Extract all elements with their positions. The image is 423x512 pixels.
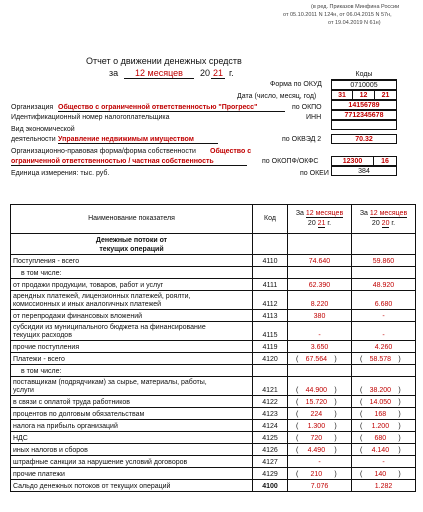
row-value-current: 74.640 <box>288 255 352 267</box>
table-row <box>11 456 416 468</box>
row-code: 4119 <box>253 341 288 353</box>
paren-close: ) <box>398 399 401 406</box>
blank-code-cell <box>331 120 397 130</box>
row-value-current: ( 224 ) <box>288 408 352 420</box>
activity-label-1: Вид экономической <box>11 126 75 133</box>
row-code: 4120 <box>253 353 288 365</box>
row-code: 4111 <box>253 279 288 291</box>
row-value-previous: ( 38.200 ) <box>352 377 416 396</box>
row-value-current: ( 15.720 ) <box>288 396 352 408</box>
okpo-label: по ОКПО <box>292 104 322 111</box>
period-year-prefix: 20 <box>200 68 211 78</box>
row-value-previous: ( 4.140 ) <box>352 444 416 456</box>
row-code: 4115 <box>253 322 288 341</box>
row-name: в том числе: <box>11 365 253 377</box>
paren-open: ( <box>360 471 363 478</box>
table-header-row <box>11 205 416 234</box>
row-code: 4112 <box>253 291 288 310</box>
row-name: процентов по долговым обязательствам <box>11 408 253 420</box>
report-title: Отчет о движении денежных средств <box>86 56 242 66</box>
row-value-current: ( 44.900 ) <box>288 377 352 396</box>
row-code: 4123 <box>253 408 288 420</box>
row-value-previous: ( 58.578 ) <box>352 353 416 365</box>
row-name: арендных платежей, лицензионных платежей, роялти, комиссионных и иных аналогичных платежей <box>11 291 253 310</box>
paren-open: ( <box>360 435 363 442</box>
row-value-current: - <box>288 322 352 341</box>
paren-close: ) <box>334 411 337 418</box>
okei-code: 384 <box>331 166 397 176</box>
row-value-previous: 59.860 <box>352 255 416 267</box>
row-name: от продажи продукции, товаров, работ и услуг <box>11 279 253 291</box>
row-code: 4100 <box>253 480 288 492</box>
table-row <box>11 377 416 396</box>
period-prefix: за <box>109 68 119 78</box>
paren-close: ) <box>398 387 401 394</box>
paren-close: ) <box>398 423 401 430</box>
paren-open: ( <box>296 471 299 478</box>
table-row <box>11 341 416 353</box>
row-value-previous: ( 1.200 ) <box>352 420 416 432</box>
ref-note-line-1: (в ред. Приказов Минфина России <box>311 4 400 10</box>
row-code: 4110 <box>253 255 288 267</box>
table-row <box>11 310 416 322</box>
row-value-previous: - <box>352 322 416 341</box>
row-value-previous: ( 140 ) <box>352 468 416 480</box>
row-name: Поступления - всего <box>11 255 253 267</box>
table-row <box>11 365 416 377</box>
paren-open: ( <box>360 447 363 454</box>
okpo-code: 14156789 <box>331 100 397 110</box>
paren-close: ) <box>334 423 337 430</box>
table-row <box>11 353 416 365</box>
paren-open: ( <box>296 399 299 406</box>
table-row <box>11 468 416 480</box>
org-label: Организация <box>11 104 54 111</box>
period-suffix: г. <box>229 68 234 78</box>
paren-open: ( <box>296 447 299 454</box>
paren-open: ( <box>296 356 299 363</box>
row-name: в том числе: <box>11 267 253 279</box>
table-row <box>11 267 416 279</box>
row-value-current <box>288 365 352 377</box>
legal-form-value-1: Общество с <box>210 148 252 155</box>
paren-close: ) <box>398 447 401 454</box>
table-row <box>11 322 416 341</box>
paren-open: ( <box>360 411 363 418</box>
row-value-current: ( 720 ) <box>288 432 352 444</box>
inn-label: Идентификационный номер налогоплательщика <box>11 114 170 121</box>
paren-open: ( <box>296 411 299 418</box>
row-value-previous: 1.282 <box>352 480 416 492</box>
row-value-previous: ( 14.050 ) <box>352 396 416 408</box>
row-name: Сальдо денежных потоков от текущих операций <box>11 480 253 492</box>
paren-close: ) <box>334 447 337 454</box>
row-value-current: - <box>288 456 352 468</box>
paren-close: ) <box>398 435 401 442</box>
table-row <box>11 480 416 492</box>
row-value-previous: 4.260 <box>352 341 416 353</box>
period-year: 21 <box>212 68 223 78</box>
table-row <box>11 420 416 432</box>
row-name: Платежи - всего <box>11 353 253 365</box>
section-title: Денежные потоки от текущих операций <box>11 234 253 255</box>
row-value-previous: - <box>352 456 416 468</box>
row-code <box>253 365 288 377</box>
row-name: в связи с оплатой труда работников <box>11 396 253 408</box>
row-code: 4126 <box>253 444 288 456</box>
section-row <box>11 234 416 255</box>
row-code: 4127 <box>253 456 288 468</box>
row-code: 4125 <box>253 432 288 444</box>
codes-header: Коды <box>331 70 397 80</box>
row-value-previous <box>352 365 416 377</box>
row-value-current: 7.076 <box>288 480 352 492</box>
row-value-current: ( 210 ) <box>288 468 352 480</box>
inn-code: 7712345678 <box>331 110 397 120</box>
paren-open: ( <box>296 435 299 442</box>
row-value-current: 3.650 <box>288 341 352 353</box>
paren-close: ) <box>398 356 401 363</box>
inn-code-label: ИНН <box>306 114 322 121</box>
table-row <box>11 408 416 420</box>
paren-open: ( <box>360 356 363 363</box>
row-name: прочие поступления <box>11 341 253 353</box>
row-value-current: ( 67.564 ) <box>288 353 352 365</box>
paren-open: ( <box>360 399 363 406</box>
activity-label-2: деятельности <box>11 136 56 143</box>
header-period-current: За 12 месяцев 20 21 г. <box>288 205 352 234</box>
okud-label: Форма по ОКУД <box>270 81 322 88</box>
row-value-current: 8.220 <box>288 291 352 310</box>
header-name: Наименование показателя <box>11 205 253 234</box>
table-row <box>11 432 416 444</box>
row-value-previous: ( 680 ) <box>352 432 416 444</box>
row-name: НДС <box>11 432 253 444</box>
row-value-current: ( 4.490 ) <box>288 444 352 456</box>
row-name: прочие платежи <box>11 468 253 480</box>
row-value-current: 62.390 <box>288 279 352 291</box>
okved-code: 70.32 <box>331 134 397 144</box>
header-code: Код <box>253 205 288 234</box>
table-row <box>11 255 416 267</box>
units-label: Единица измерения: тыс. руб. <box>11 170 110 177</box>
row-code <box>253 267 288 279</box>
activity-value: Управление недвижимым имуществом <box>58 136 218 144</box>
row-name: иных налогов и сборов <box>11 444 253 456</box>
row-code: 4113 <box>253 310 288 322</box>
legal-form-label: Организационно-правовая форма/форма собственности <box>11 148 196 155</box>
paren-open: ( <box>360 423 363 430</box>
row-value-current <box>288 267 352 279</box>
row-code: 4121 <box>253 377 288 396</box>
paren-close: ) <box>334 435 337 442</box>
header-period-previous: За 12 месяцев 20 20 г. <box>352 205 416 234</box>
row-name: поставщикам (подрядчикам) за сырье, материалы, работы, услуги <box>11 377 253 396</box>
row-name: от перепродажи финансовых вложений <box>11 310 253 322</box>
table-row <box>11 291 416 310</box>
okfs-code: 16 <box>373 156 397 166</box>
row-value-previous: - <box>352 310 416 322</box>
okved-label: по ОКВЭД 2 <box>282 136 322 143</box>
okei-label: по ОКЕИ <box>300 170 329 177</box>
row-code: 4122 <box>253 396 288 408</box>
org-value: Общество с ограниченной ответственностью "Прогресс" <box>58 104 285 112</box>
okopf-code: 12300 <box>331 156 374 166</box>
row-name: налога на прибыль организаций <box>11 420 253 432</box>
row-code: 4129 <box>253 468 288 480</box>
row-value-previous: 48.920 <box>352 279 416 291</box>
row-value-current: ( 1.300 ) <box>288 420 352 432</box>
date-month: 12 <box>352 90 375 100</box>
period-value: 12 месяцев <box>124 68 194 79</box>
table-row <box>11 396 416 408</box>
paren-open: ( <box>296 423 299 430</box>
row-value-previous: 6.680 <box>352 291 416 310</box>
table-row <box>11 279 416 291</box>
table-row <box>11 444 416 456</box>
row-code: 4124 <box>253 420 288 432</box>
legal-form-value-2: ограниченной ответственностью / частная собственность <box>11 158 247 166</box>
row-value-current: 380 <box>288 310 352 322</box>
date-day: 31 <box>331 90 353 100</box>
paren-close: ) <box>398 471 401 478</box>
paren-close: ) <box>334 471 337 478</box>
row-value-previous <box>352 267 416 279</box>
paren-close: ) <box>398 411 401 418</box>
okud-code: 0710005 <box>331 80 397 90</box>
paren-close: ) <box>334 387 337 394</box>
date-label: Дата (число, месяц, год) <box>237 93 317 100</box>
row-name: субсидии из муниципального бюджета на финансирование текущих расходов <box>11 322 253 341</box>
row-value-previous: ( 168 ) <box>352 408 416 420</box>
ref-note-line-3: от 19.04.2019 N 61н) <box>328 20 381 26</box>
paren-close: ) <box>334 399 337 406</box>
ref-note-line-2: от 05.10.2011 N 124н, от 06.04.2015 N 57н, <box>283 12 392 18</box>
row-name: штрафные санкции за нарушение условий договоров <box>11 456 253 468</box>
okopf-label: по ОКОПФ/ОКФС <box>262 158 319 165</box>
cash-flow-table <box>10 204 416 492</box>
paren-open: ( <box>296 387 299 394</box>
paren-close: ) <box>334 356 337 363</box>
paren-open: ( <box>360 387 363 394</box>
date-year: 21 <box>374 90 397 100</box>
